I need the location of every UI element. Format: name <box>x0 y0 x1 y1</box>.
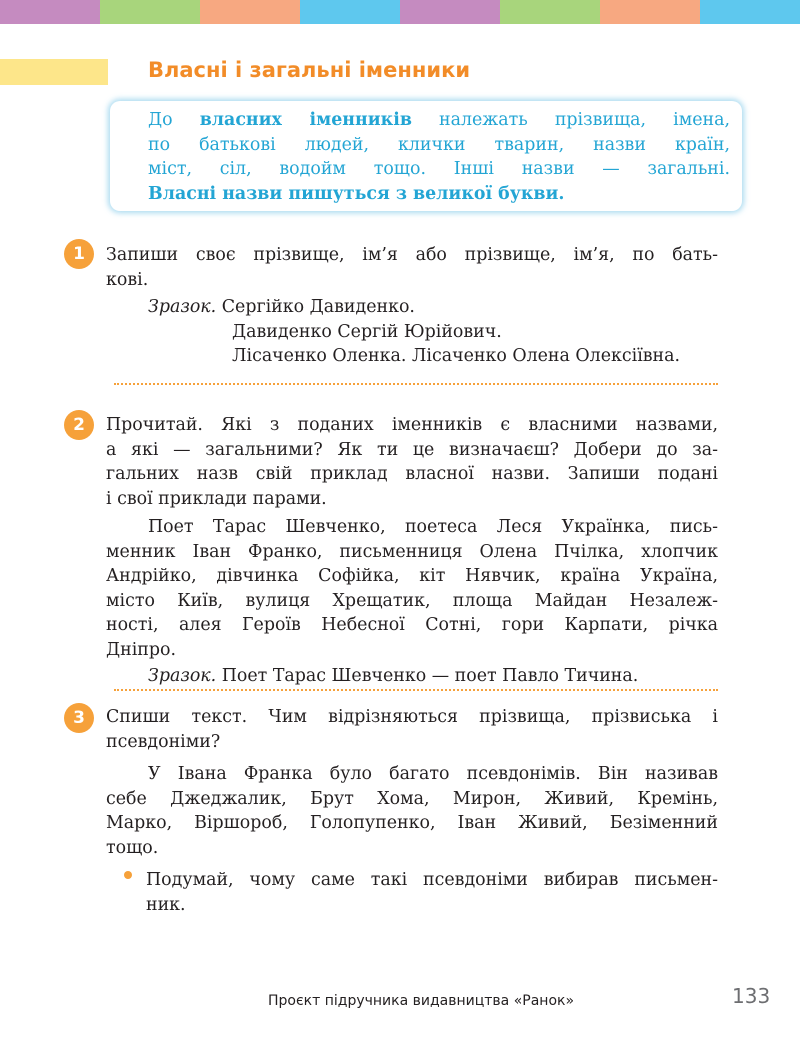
text-line: ності, алея Героїв Небесної Сотні, гори Карпати, річка <box>106 615 718 635</box>
text-line: тощо. <box>106 837 159 858</box>
text-line: менник Іван Франко, письменниця Олена Пчілка, хлопчик <box>106 541 718 562</box>
color-segment <box>0 0 100 24</box>
text-line: Марко, Віршороб, Голопупенко, Іван Живий, Безіменний <box>106 813 718 833</box>
color-segment <box>600 0 700 24</box>
color-segment <box>200 0 300 24</box>
dotted-separator <box>114 689 718 691</box>
color-segment <box>400 0 500 24</box>
text-line: місто Київ, вулиця Хрещатик, площа Майдан Незалеж- <box>106 590 718 611</box>
task-line: псевдоніми? <box>106 731 221 752</box>
title-highlight-strip <box>0 59 108 85</box>
rule-line-4: Власні назви пишуться з великої букви. <box>148 183 565 204</box>
footer-text: Проєкт підручника видавництва «Ранок» <box>268 993 575 1009</box>
bullet-line: ник. <box>146 894 186 915</box>
task-line: а які — загальними? Як ти це визначаєш? Добери до за- <box>106 439 718 460</box>
text-line: У Івана Франка було багато псевдонімів. Він називав <box>148 764 718 784</box>
example-label: Зразок. <box>148 666 217 686</box>
task-line: Прочитай. Які з поданих іменників є власними назвами, <box>106 415 718 435</box>
example-label: Зразок. <box>148 297 217 317</box>
task-line: гальних назв свій приклад власної назви. Запиши подані <box>106 464 718 484</box>
text-line: Поет Тарас Шевченко, поетеса Леся Українка, пись- <box>148 517 718 537</box>
text-line: Андрійко, дівчинка Софійка, кіт Нявчик, країна Україна, <box>106 566 718 586</box>
page-number: 133 <box>732 984 771 1008</box>
exercise-number-badge: 3 <box>64 703 94 733</box>
rule-term: власних іменників <box>199 110 412 130</box>
text-line: себе Джеджалик, Брут Хома, Мирон, Живий, Кремінь, <box>106 788 718 809</box>
task-line: Запиши своє прізвище, ім’я або прізвище, ім’я, по бать- <box>106 245 718 265</box>
bullet-dot <box>124 871 132 879</box>
exercise-number-badge: 2 <box>64 410 94 440</box>
exercise-number-badge: 1 <box>64 239 94 269</box>
task-line: і свої приклади парами. <box>106 488 327 509</box>
task-line: Спиши текст. Чим відрізняються прізвища, прізвиська і <box>106 707 718 727</box>
dotted-separator <box>114 383 718 385</box>
color-segment <box>700 0 800 24</box>
example-line: Зразок. Сергійко Давиденко. <box>148 297 415 317</box>
top-color-bar <box>0 0 800 24</box>
example-line: Зразок. Поет Тарас Шевченко — поет Павло Тичина. <box>148 666 639 686</box>
section-title: Власні і загальні іменники <box>148 58 471 82</box>
rule-box <box>110 101 742 211</box>
task-line: кові. <box>106 269 149 290</box>
color-segment <box>100 0 200 24</box>
example-line: Лісаченко Оленка. Лісаченко Олена Олексіївна. <box>232 346 681 366</box>
rule-line-1: До власних іменників належать прізвища, імена, <box>148 110 731 130</box>
rule-line-3: міст, сіл, водойм тощо. Інші назви — загальні. <box>148 159 730 179</box>
bullet-line: Подумай, чому саме такі псевдоніми вибирав письмен- <box>146 870 718 890</box>
example-line: Давиденко Сергій Юрійович. <box>232 321 502 342</box>
exercise-1 <box>106 243 718 369</box>
text-line: Дніпро. <box>106 639 177 660</box>
color-segment <box>500 0 600 24</box>
rule-line-2: по батькові людей, клички тварин, назви країн, <box>148 134 730 155</box>
exercise-2 <box>106 413 718 689</box>
color-segment <box>300 0 400 24</box>
exercise-3 <box>106 705 718 917</box>
